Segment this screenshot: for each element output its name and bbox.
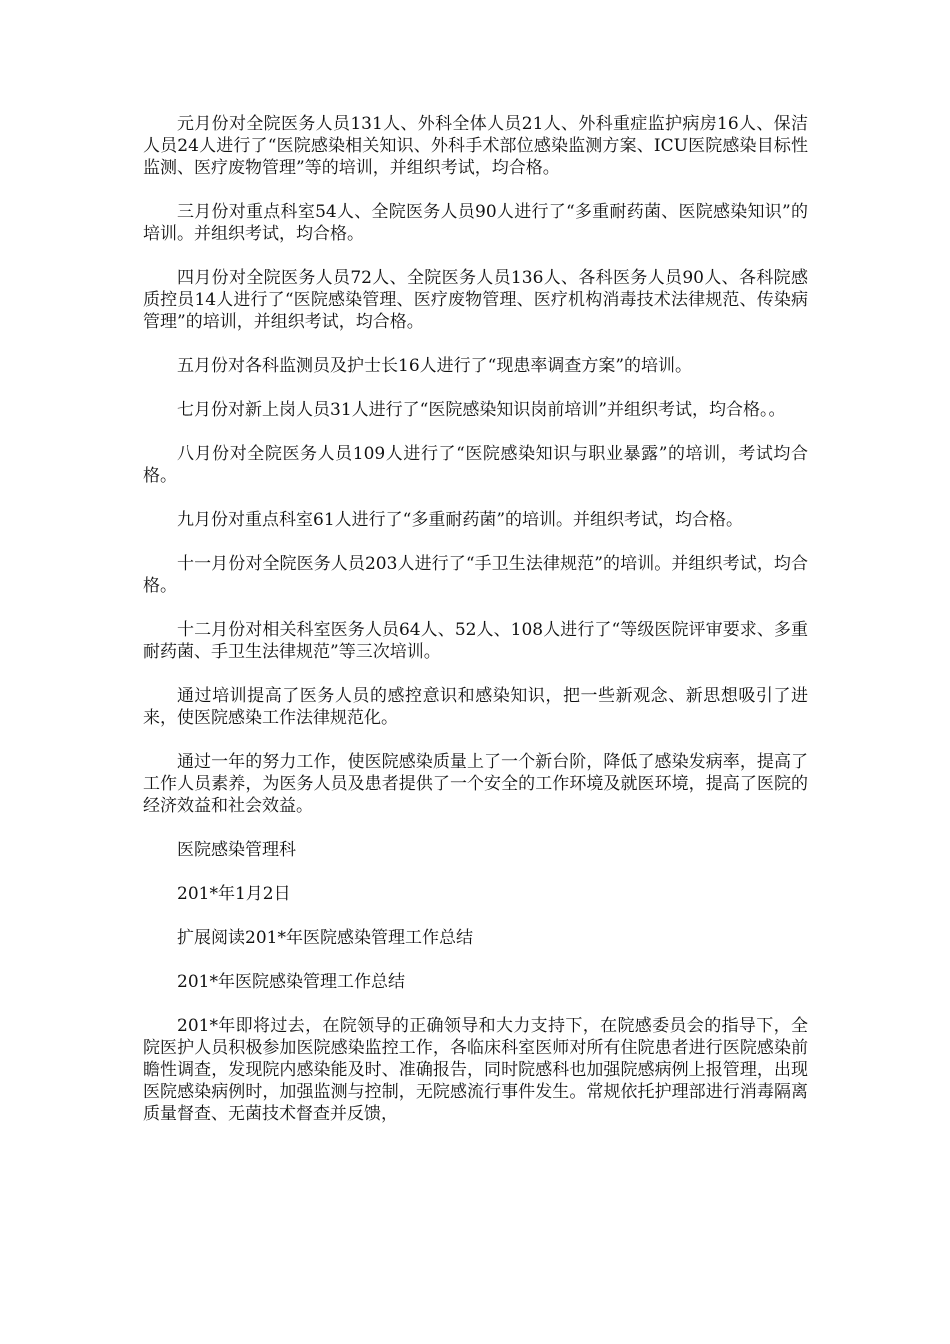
paragraph-november-training: 十一月份对全院医务人员203人进行了“手卫生法律规范”的培训。并组织考试，均合格。 <box>143 554 808 596</box>
paragraph-april-training: 四月份对全院医务人员72人、全院医务人员136人、各科医务人员90人、各科院感质控员14人进行了“医院感染管理、医疗废物管理、医疗机构消毒技术法律规范、传染病管理”的培训，并组织考试，均合格。 <box>143 268 808 332</box>
paragraph-training-outcome: 通过培训提高了医务人员的感控意识和感染知识，把一些新观念、新思想吸引了进来，使医院感染工作法律规范化。 <box>143 686 808 728</box>
paragraph-january-training: 元月份对全院医务人员131人、外科全体人员21人、外科重症监护病房16人、保洁人员24人进行了“医院感染相关知识、外科手术部位感染监测方案、ICU医院感染目标性监测、医疗废物管理”等的培训，并组织考试，均合格。 <box>143 114 808 178</box>
extended-reading-heading: 扩展阅读201*年医院感染管理工作总结 <box>177 928 473 948</box>
signature-department: 医院感染管理科 <box>177 840 296 860</box>
paragraph-september-training: 九月份对重点科室61人进行了“多重耐药菌”的培训。并组织考试，均合格。 <box>177 510 744 530</box>
paragraph-march-training: 三月份对重点科室54人、全院医务人员90人进行了“多重耐药菌、医院感染知识”的培训。并组织考试，均合格。 <box>143 202 808 244</box>
section-title: 201*年医院感染管理工作总结 <box>177 972 405 992</box>
paragraph-section-intro: 201*年即将过去，在院领导的正确领导和大力支持下，在院感委员会的指导下，全院医护人员积极参加医院感染监控工作，各临床科室医师对所有住院患者进行医院感染前瞻性调查，发现院内感染能及时、准确报告，同时院感科也加强院感病例上报管理，出现医院感染病例时，加强监测与控制，无院感流行事件发生。常规依托护理部进行消毒隔离质量督查、无菌技术督查并反馈， <box>143 1016 808 1124</box>
paragraph-december-training: 十二月份对相关科室医务人员64人、52人、108人进行了“等级医院评审要求、多重耐药菌、手卫生法律规范”等三次培训。 <box>143 620 808 662</box>
document-body <box>143 113 808 1147</box>
paragraph-august-training: 八月份对全院医务人员109人进行了“医院感染知识与职业暴露”的培训，考试均合格。 <box>143 444 808 486</box>
paragraph-yearly-summary: 通过一年的努力工作，使医院感染质量上了一个新台阶，降低了感染发病率，提高了工作人员素养，为医务人员及患者提供了一个安全的工作环境及就医环境，提高了医院的经济效益和社会效益。 <box>143 752 808 816</box>
signature-date: 201*年1月2日 <box>177 884 291 904</box>
paragraph-july-training: 七月份对新上岗人员31人进行了“医院感染知识岗前培训”并组织考试，均合格。。 <box>177 400 786 420</box>
paragraph-may-training: 五月份对各科监测员及护士长16人进行了“现患率调查方案”的培训。 <box>177 356 693 376</box>
